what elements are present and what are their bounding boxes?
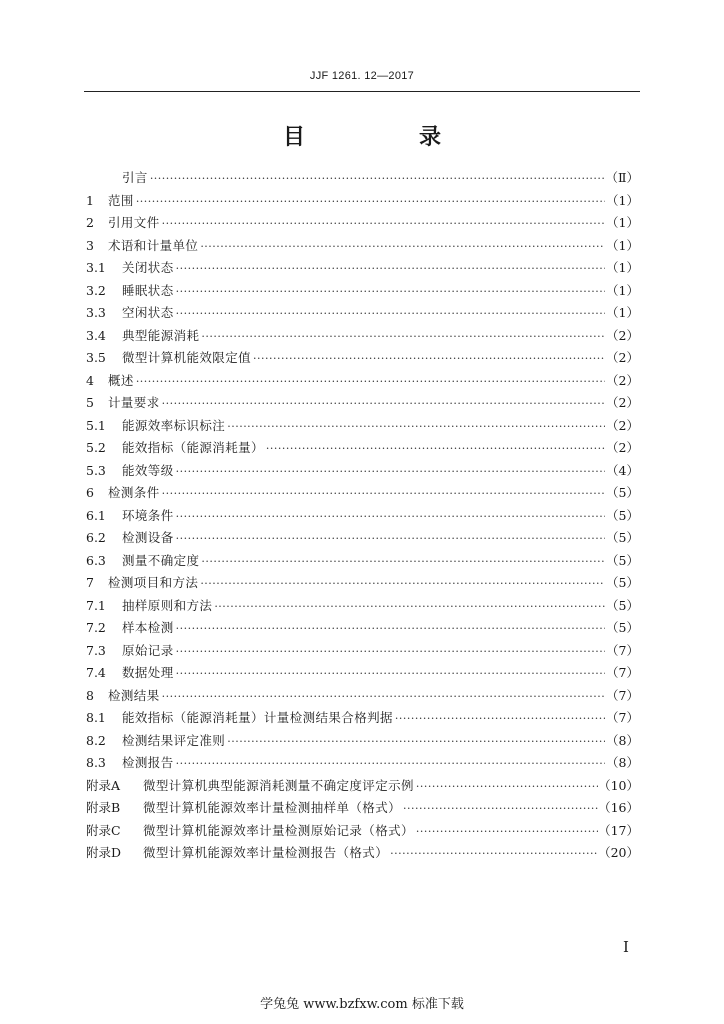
toc-entry-label: 典型能源消耗 [122,327,200,343]
toc-leader-dots [201,330,605,343]
toc-entry-label: 空闲状态 [122,305,174,320]
toc-entry-label: 术语和计量单位 [108,237,199,253]
toc-leader-dots [227,420,605,433]
toc-entry[interactable] [86,483,639,506]
footer-watermark: 学兔兔 www.bzfxw.com 标准下载 [260,997,464,1012]
toc-entry-page: （17） [598,822,639,838]
toc-entry-page: （5） [606,552,639,568]
toc-entry-page: （1） [606,305,639,320]
toc-entry-label: 引言 [122,170,148,185]
toc-leader-dots [162,217,605,230]
toc-entry-label: 数据处理 [122,665,174,680]
toc-entry[interactable] [86,753,639,776]
toc-leader-dots [176,307,605,320]
toc-leader-dots [253,352,605,365]
toc-entry-number: 7.3 [86,642,106,658]
toc-entry-page: （7） [606,687,639,703]
toc-entry-label: 关闭状态 [122,260,174,275]
toc-entry-label: 原始记录 [122,642,174,658]
toc-leader-dots [176,757,605,770]
toc-entry[interactable] [86,393,639,416]
toc-entry-number: 8.2 [86,732,106,748]
toc-entry-label: 概述 [108,372,134,388]
toc-entry-number: 7.4 [86,665,106,680]
toc-entry-number: 5.2 [86,440,106,455]
toc-entry[interactable] [86,303,639,326]
toc-entry-label: 睡眠状态 [122,282,174,298]
toc-leader-dots [176,465,605,478]
toc-entry[interactable] [86,776,639,799]
toc-leader-dots [416,780,598,793]
toc-entry[interactable] [86,168,639,191]
toc-entry-number: 3 [86,237,94,253]
toc-entry[interactable] [86,573,639,596]
toc-entry-page: （2） [606,395,639,410]
toc-entry-label: 样本检测 [122,620,174,635]
toc-leader-dots [214,600,605,613]
toc-entry-label: 能效等级 [122,462,174,478]
toc-entry-number: 6.2 [86,530,106,545]
toc-entry[interactable] [86,686,639,709]
toc-entry-page: （7） [606,710,639,725]
toc-entry-label: 计量要求 [108,395,160,410]
toc-entry[interactable] [86,438,639,461]
toc-entry[interactable] [86,348,639,371]
toc-entry-page: （2） [606,440,639,455]
toc-entry-label: 检测结果评定准则 [122,732,226,748]
toc-entry-page: （2） [606,372,639,388]
toc-leader-dots [136,195,605,208]
toc-entry-number: 附录D [86,845,122,860]
toc-entry-label: 抽样原则和方法 [122,597,213,613]
toc-entry-page: （5） [606,507,639,523]
toc-leader-dots [176,510,605,523]
toc-leader-dots [201,555,605,568]
toc-entry-number: 8.1 [86,710,106,725]
toc-leader-dots [176,645,605,658]
toc-entry[interactable] [86,506,639,529]
toc-entry[interactable] [86,528,639,551]
toc-entry-number: 7.2 [86,620,106,635]
toc-entry[interactable] [86,236,639,259]
page-number: I [623,938,629,956]
toc-entry[interactable] [86,663,639,686]
toc-entry-label: 检测设备 [122,530,174,545]
toc-entry-page: （2） [606,417,639,433]
toc-entry-label: 检测结果 [108,687,160,703]
toc-entry-number: 3.5 [86,350,106,365]
toc-entry-page: （1） [606,237,639,253]
toc-entry-page: （8） [606,732,639,748]
toc-entry-number: 3.3 [86,305,106,320]
toc-entry-page: （5） [606,620,639,635]
toc-entry-label: 微型计算机典型能源消耗测量不确定度评定示例 [143,777,414,793]
toc-leader-dots [176,285,605,298]
toc-leader-dots [227,735,605,748]
toc-leader-dots [200,240,605,253]
toc-entry[interactable] [86,326,639,349]
toc-entry-label: 检测报告 [122,755,174,770]
toc-entry-label: 微型计算机能效限定值 [122,350,252,365]
toc-entry[interactable] [86,596,639,619]
toc-leader-dots [136,375,605,388]
toc-entry-label: 检测条件 [108,485,160,500]
toc-entry[interactable] [86,258,639,281]
toc-leader-dots [176,667,605,680]
toc-entry-page: （5） [606,575,639,590]
toc-entry-label: 能效指标（能源消耗量） [122,440,264,455]
toc-entry-page: （4） [606,462,639,478]
toc-entry-label: 微型计算机能源效率计量检测原始记录（格式） [143,822,414,838]
toc-entry[interactable] [86,461,639,484]
header-rule [84,91,640,92]
toc-entry-number: 1 [86,192,94,208]
toc-leader-dots [162,487,605,500]
toc-entry-label: 微型计算机能源效率计量检测抽样单（格式） [143,800,402,815]
toc-entry-page: （1） [606,215,639,230]
toc-entry[interactable] [86,618,639,641]
toc-entry-page: （7） [606,665,639,680]
toc-entry[interactable] [86,213,639,236]
toc-entry-number: 5 [86,395,94,410]
toc-entry-label: 检测项目和方法 [108,575,199,590]
toc-entry-label: 引用文件 [108,215,160,230]
toc-entry-page: （7） [606,642,639,658]
toc-leader-dots [266,442,605,455]
toc-entry-number: 附录A [86,777,121,793]
toc-entry[interactable] [86,731,639,754]
toc-entry-number: 7.1 [86,597,106,613]
toc-entry-number: 5.1 [86,417,106,433]
toc-entry-number: 4 [86,372,94,388]
toc-entry[interactable] [86,821,639,844]
toc-leader-dots [176,532,605,545]
toc-entry-number: 附录B [86,800,121,815]
toc-entry[interactable] [86,281,639,304]
table-of-contents [86,168,639,866]
toc-entry-label: 范围 [108,192,134,208]
toc-entry-page: （1） [606,282,639,298]
toc-entry-page: （2） [606,350,639,365]
toc-entry-number: 附录C [86,822,121,838]
toc-entry-page: （8） [606,755,639,770]
toc-entry-number: 3.2 [86,282,106,298]
toc-leader-dots [162,690,605,703]
toc-entry[interactable] [86,798,639,821]
toc-entry[interactable] [86,843,639,866]
toc-entry-label: 微型计算机能源效率计量检测报告（格式） [143,845,389,860]
toc-entry[interactable] [86,708,639,731]
toc-entry[interactable] [86,551,639,574]
toc-entry-number: 3.1 [86,260,106,275]
toc-entry-page: （Ⅱ） [605,170,639,185]
toc-leader-dots [176,622,605,635]
toc-leader-dots [176,262,605,275]
toc-leader-dots [150,172,605,185]
toc-entry[interactable] [86,641,639,664]
toc-entry[interactable] [86,416,639,439]
toc-entry-page: （2） [606,327,639,343]
toc-entry-page: （5） [606,485,639,500]
toc-entry-label: 能源效率标识标注 [122,417,226,433]
standard-code-header: JJF 1261. 12—2017 [309,70,415,82]
toc-leader-dots [395,712,605,725]
toc-entry-number: 3.4 [86,327,106,343]
toc-entry-number: 6 [86,485,94,500]
toc-entry-number: 8.3 [86,755,106,770]
toc-entry-number: 7 [86,575,94,590]
toc-entry[interactable] [86,191,639,214]
toc-entry-page: （5） [606,597,639,613]
page-title: 目 录 [282,124,487,150]
toc-leader-dots [390,847,598,860]
toc-entry[interactable] [86,371,639,394]
toc-entry-page: （16） [598,800,639,815]
toc-entry-page: （1） [606,192,639,208]
toc-entry-number: 2 [86,215,94,230]
toc-leader-dots [416,825,598,838]
toc-entry-label: 环境条件 [122,507,174,523]
toc-entry-number: 5.3 [86,462,106,478]
toc-entry-number: 6.1 [86,507,106,523]
toc-entry-page: （10） [598,777,639,793]
toc-leader-dots [200,577,605,590]
toc-entry-page: （5） [606,530,639,545]
toc-entry-page: （20） [598,845,639,860]
toc-leader-dots [403,802,598,815]
toc-entry-number: 6.3 [86,552,106,568]
toc-entry-label: 能效指标（能源消耗量）计量检测结果合格判据 [122,710,393,725]
toc-entry-label: 测量不确定度 [122,552,200,568]
toc-leader-dots [162,397,605,410]
toc-entry-page: （1） [606,260,639,275]
toc-entry-number: 8 [86,687,94,703]
